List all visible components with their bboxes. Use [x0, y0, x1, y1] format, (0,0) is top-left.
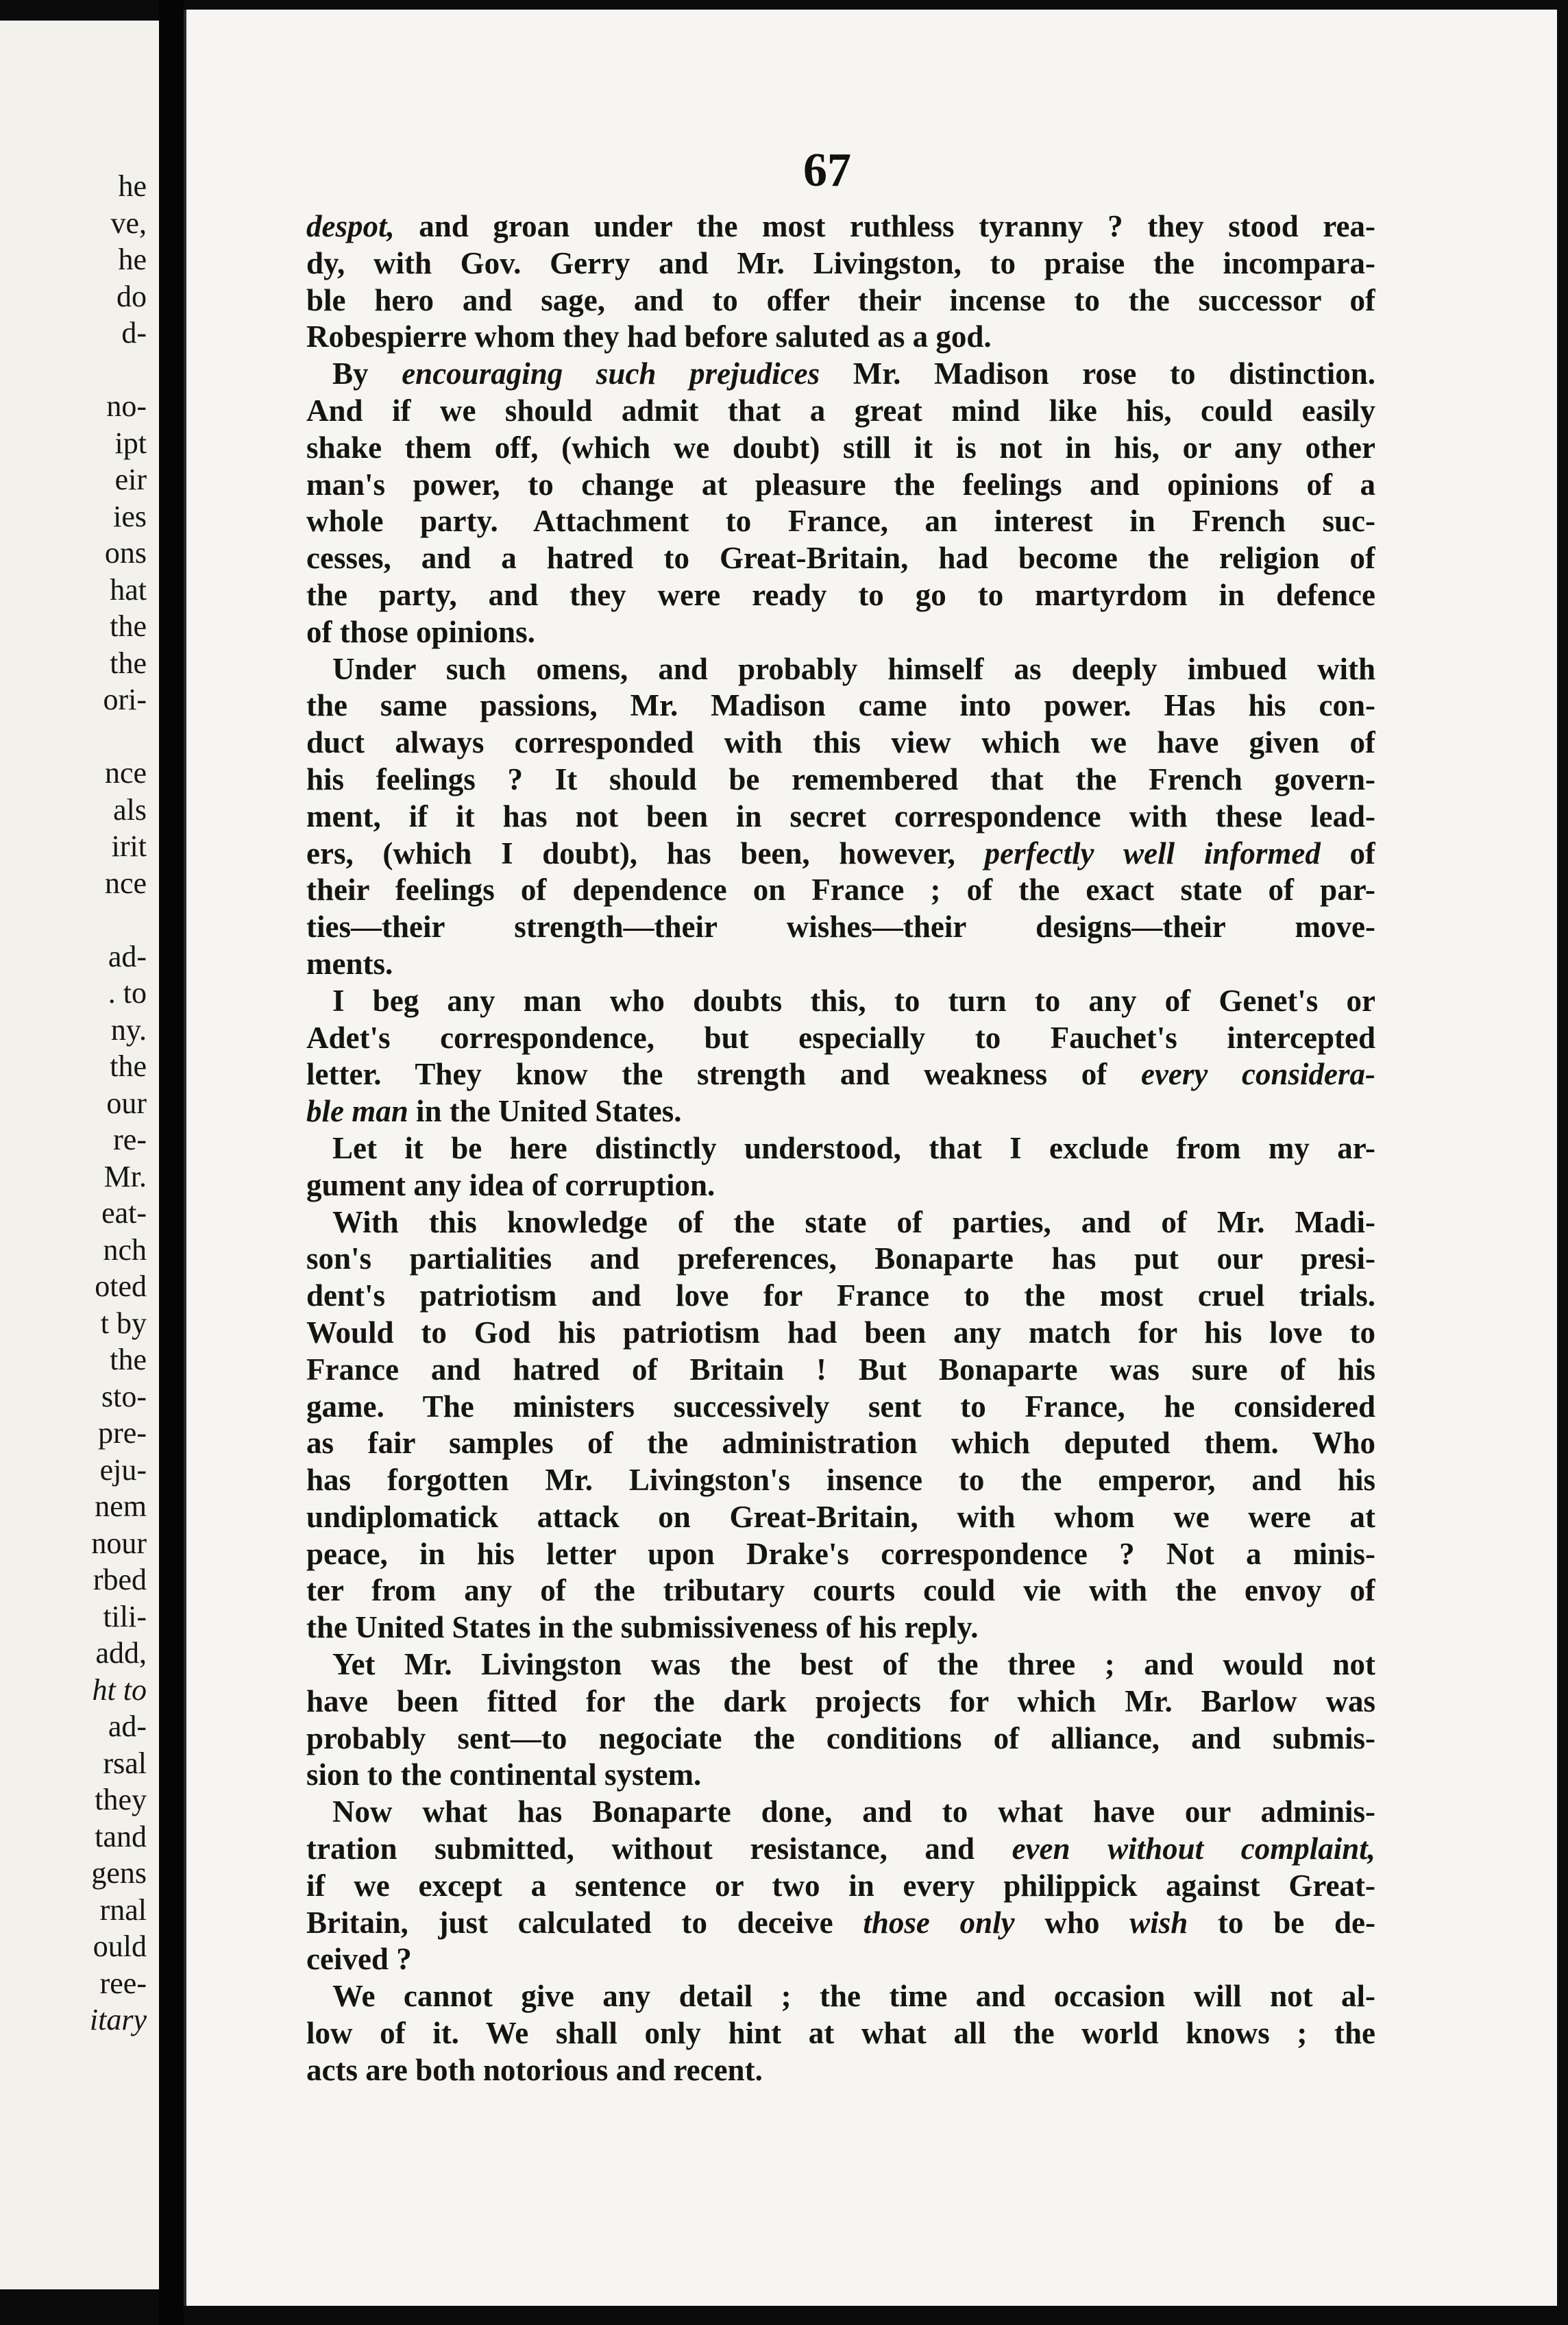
left-page-fragment: rnal — [99, 1892, 147, 1927]
text-run: shake them off, (which we doubt) still it is not in his, or any other — [306, 430, 1375, 465]
left-page-fragment: ori- — [103, 683, 147, 716]
text-line — [306, 1204, 1375, 1241]
left-page-fragment: itary — [89, 2003, 147, 2036]
left-page-fragment: als — [113, 792, 147, 827]
text-run: peace, in his letter upon Drake's correspondence ? Not a minis- — [306, 1536, 1375, 1571]
page-number: 67 — [803, 144, 851, 197]
text-run: letter. They know the strength and weakness of — [306, 1057, 1141, 1092]
text-run: the party, and they were ready to go to martyrdom in defence — [306, 577, 1375, 612]
text-run: cesses, and a hatred to Great-Britain, had become the religion of — [306, 541, 1375, 576]
left-page-fragment: they — [95, 1783, 147, 1816]
text-line — [306, 1241, 1375, 1278]
italic-text: despot, — [306, 209, 395, 243]
text-line — [306, 1020, 1375, 1057]
text-run: Yet Mr. Livingston was the best of the three ; and would not — [332, 1647, 1375, 1682]
text-run: ments. — [306, 946, 393, 981]
text-run: duct always corresponded with this view which we have given of — [306, 725, 1375, 760]
text-line — [306, 1389, 1375, 1426]
left-page-fragment: ons — [104, 536, 147, 570]
left-page-fragment: rbed — [93, 1563, 147, 1596]
text-line — [306, 2015, 1375, 2052]
text-run: game. The ministers successively sent to France, he considered — [306, 1389, 1375, 1424]
left-page-fragment: the — [110, 646, 147, 680]
text-run: if we except a sentence or two in every philippick against Great- — [306, 1868, 1375, 1903]
text-run: Robespierre whom they had before saluted as a god. — [306, 319, 992, 354]
left-page-fragment: do — [117, 279, 147, 313]
book-gutter — [159, 0, 184, 2325]
text-line — [306, 1130, 1375, 1167]
text-run: of — [1320, 836, 1375, 871]
text-line — [306, 1352, 1375, 1389]
text-run: son's partialities and preferences, Bonaparte has put our presi- — [306, 1241, 1375, 1276]
left-page-fragment: ad- — [108, 939, 147, 973]
text-line — [306, 1978, 1375, 2015]
text-run: Britain, just calculated to deceive — [306, 1905, 863, 1940]
left-page-text-fragments — [90, 168, 147, 2038]
left-page-fragment: sto- — [101, 1379, 147, 1413]
left-page-fragment: irit — [111, 829, 147, 863]
left-page-fragment: nour — [91, 1526, 147, 1560]
text-run: the same passions, Mr. Madison came into power. Has his con- — [306, 688, 1375, 723]
text-line — [306, 2052, 1375, 2089]
text-run: in the United States. — [408, 1094, 682, 1129]
text-run: to be de- — [1188, 1905, 1375, 1940]
left-page-fragment: the — [110, 609, 147, 643]
text-run: gument any idea of corruption. — [306, 1167, 715, 1202]
text-line — [306, 1609, 1375, 1646]
text-line — [306, 1720, 1375, 1757]
text-line — [306, 762, 1375, 799]
text-run: who — [1014, 1905, 1130, 1940]
right-page — [184, 10, 1557, 2306]
text-run: With this knowledge of the state of parties, and of Mr. Madi- — [332, 1204, 1375, 1239]
body-text — [306, 208, 1375, 2089]
italic-text: perfectly well informed — [984, 836, 1321, 871]
text-line — [306, 1572, 1375, 1609]
left-page-fragment — [90, 901, 147, 938]
text-line — [306, 282, 1375, 319]
text-run: sion to the continental system. — [306, 1757, 702, 1792]
text-run: dent's patriotism and love for France to the most cruel trials. — [306, 1278, 1375, 1313]
left-page-fragment: ad- — [108, 1709, 147, 1743]
text-line — [306, 1315, 1375, 1352]
text-run: I beg any man who doubts this, to turn to any of Genet's or — [332, 983, 1375, 1018]
text-line — [306, 540, 1375, 577]
text-run: acts are both notorious and recent. — [306, 2052, 763, 2087]
left-page-fragment: rsal — [103, 1746, 147, 1780]
text-run: as fair samples of the administration which deputed them. Who — [306, 1426, 1375, 1461]
left-page-fragment — [90, 352, 147, 389]
text-line — [306, 725, 1375, 762]
text-line — [306, 983, 1375, 1020]
text-line — [306, 1056, 1375, 1093]
text-line — [306, 1646, 1375, 1683]
left-page-fragment — [90, 718, 147, 755]
text-line — [306, 1536, 1375, 1573]
text-line — [306, 1425, 1375, 1462]
text-line — [306, 1757, 1375, 1794]
italic-text: ble man — [306, 1094, 408, 1129]
text-line — [306, 393, 1375, 430]
left-page-fragment: nem — [95, 1489, 147, 1523]
text-run: whole party. Attachment to France, an interest in French suc- — [306, 504, 1375, 539]
text-run: Let it be here distinctly understood, that I exclude from my ar- — [332, 1130, 1375, 1165]
text-run: ter from any of the tributary courts could vie with the envoy of — [306, 1573, 1375, 1608]
text-run: Mr. Madison rose to distinction. — [820, 356, 1375, 391]
italic-text: wish — [1129, 1905, 1188, 1940]
left-page-fragment: ould — [93, 1930, 147, 1963]
text-line — [306, 503, 1375, 540]
text-run: Now what has Bonaparte done, and to what have our adminis- — [332, 1794, 1375, 1829]
italic-text: every considera- — [1140, 1057, 1375, 1092]
text-run: By — [332, 356, 402, 391]
text-run: ties—their strength—their wishes—their designs—their move- — [306, 910, 1375, 945]
left-page-fragment: he — [118, 169, 147, 203]
left-page-fragment: ve, — [110, 206, 147, 240]
left-page-fragment: eat- — [101, 1196, 147, 1230]
left-page-fragment: gens — [91, 1856, 147, 1890]
text-run: man's power, to change at pleasure the feelings and opinions of a — [306, 467, 1375, 502]
left-page-fragment: no- — [106, 389, 147, 423]
text-line — [306, 614, 1375, 651]
left-page-fragment: the — [110, 1343, 147, 1376]
text-line — [306, 577, 1375, 614]
left-page-fragment: eju- — [99, 1452, 147, 1487]
text-line — [306, 909, 1375, 946]
text-line — [306, 319, 1375, 356]
left-page-fragment: d- — [121, 316, 147, 350]
text-run: his feelings ? It should be remembered that the French govern- — [306, 762, 1375, 796]
text-line — [306, 1941, 1375, 1978]
text-run: and groan under the most ruthless tyranny ? they stood rea- — [394, 209, 1375, 243]
text-line — [306, 1462, 1375, 1499]
text-run: And if we should admit that a great mind like his, could easily — [306, 393, 1375, 428]
text-line — [306, 1167, 1375, 1204]
text-run: dy, with Gov. Gerry and Mr. Livingston, to praise the incompara- — [306, 245, 1375, 280]
text-run: their feelings of dependence on France ; of the exact state of par- — [306, 873, 1375, 908]
text-line — [306, 651, 1375, 688]
left-page-fragment: nce — [104, 756, 147, 790]
text-line — [306, 1868, 1375, 1905]
left-page-fragment: our — [106, 1086, 147, 1120]
text-line — [306, 946, 1375, 983]
text-run: low of it. We shall only hint at what all the world knows ; the — [306, 2016, 1375, 2051]
left-facing-page — [0, 21, 159, 2289]
italic-text: those only — [863, 1905, 1015, 1940]
text-run: ble hero and sage, and to offer their incense to the successor of — [306, 282, 1375, 317]
text-line — [306, 1278, 1375, 1315]
text-line — [306, 1093, 1375, 1130]
text-line — [306, 799, 1375, 836]
text-line — [306, 467, 1375, 504]
text-run: undiplomatick attack on Great-Britain, with whom we were at — [306, 1499, 1375, 1534]
text-line — [306, 687, 1375, 725]
text-run: ment, if it has not been in secret correspondence with these lead- — [306, 799, 1375, 833]
text-line — [306, 208, 1375, 245]
left-page-fragment: ny. — [110, 1012, 147, 1047]
text-run: tration submitted, without resistance, and — [306, 1831, 1012, 1866]
text-run: has forgotten Mr. Livingston's insence to the emperor, and his — [306, 1463, 1375, 1498]
left-page-fragment: tili- — [103, 1599, 147, 1633]
left-page-fragment: t by — [100, 1306, 147, 1340]
italic-text: encouraging such prejudices — [402, 356, 820, 391]
text-line — [306, 1831, 1375, 1868]
text-run: of those opinions. — [306, 614, 535, 649]
left-page-fragment: eir — [114, 463, 147, 496]
left-page-fragment: Mr. — [103, 1159, 147, 1193]
left-page-fragment: nce — [104, 866, 147, 900]
text-line — [306, 1905, 1375, 1942]
text-run: Would to God his patriotism had been any match for his love to — [306, 1315, 1375, 1350]
text-run: Under such omens, and probably himself as deeply imbued with — [332, 651, 1375, 686]
left-page-fragment: oted — [95, 1269, 147, 1303]
text-run: probably sent—to negociate the conditions of alliance, and submis- — [306, 1720, 1375, 1755]
text-line — [306, 872, 1375, 909]
left-page-fragment: ree- — [99, 1966, 147, 2000]
left-page-fragment: add, — [95, 1636, 147, 1670]
text-run: have been fitted for the dark projects for which Mr. Barlow was — [306, 1683, 1375, 1718]
text-line — [306, 245, 1375, 282]
italic-text: even without complaint, — [1012, 1831, 1375, 1866]
left-page-fragment: he — [118, 243, 147, 276]
left-page-fragment: the — [110, 1049, 147, 1083]
text-run: ers, (which I doubt), has been, however, — [306, 836, 985, 871]
text-run: Adet's correspondence, but especially to Fauchet's intercepted — [306, 1020, 1375, 1055]
text-line — [306, 1499, 1375, 1536]
text-line — [306, 356, 1375, 393]
left-page-fragment: ipt — [114, 426, 147, 460]
left-page-fragment: nch — [103, 1232, 147, 1267]
text-line — [306, 836, 1375, 873]
text-line — [306, 1683, 1375, 1720]
left-page-fragment: ies — [113, 499, 147, 533]
text-run: We cannot give any detail ; the time and occasion will not al- — [332, 1979, 1375, 2014]
text-run: the United States in the submissiveness of his reply. — [306, 1610, 979, 1645]
text-line — [306, 430, 1375, 467]
left-page-fragment: . to — [108, 976, 147, 1010]
text-run: France and hatred of Britain ! But Bonaparte was sure of his — [306, 1352, 1375, 1387]
left-page-fragment: ht to — [92, 1672, 147, 1707]
left-page-fragment: tand — [95, 1819, 147, 1853]
left-page-fragment: re- — [113, 1123, 147, 1156]
left-page-fragment: hat — [110, 572, 147, 607]
left-page-fragment: pre- — [98, 1416, 147, 1450]
text-run: ceived ? — [306, 1942, 412, 1977]
text-line — [306, 1794, 1375, 1831]
